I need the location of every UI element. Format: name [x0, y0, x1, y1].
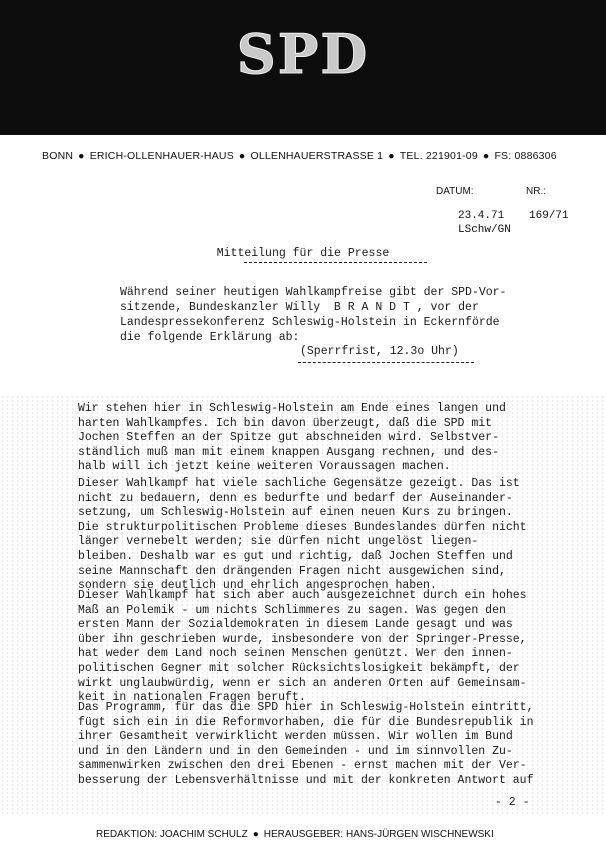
text-line: seine Mannschaft den drängenden Fragen nicht ausgewichen sind,	[78, 564, 506, 578]
footer-publisher: HERAUSGEBER: HANS-JÜRGEN WISCHNEWSKI	[263, 829, 494, 840]
document-initials: LSchw/GN	[458, 224, 511, 236]
intro-line: Landespressekonferenz Schleswig-Holstein in Eckernförde	[120, 316, 500, 329]
text-line: ihrer Gesamtheit verwirklicht werden müssen. Wir wollen im Bund	[78, 730, 513, 744]
bullet-icon: ●	[388, 150, 395, 162]
datum-label: DATUM:	[436, 186, 474, 197]
bullet-icon: ●	[482, 150, 490, 162]
paragraph-4	[78, 701, 538, 789]
intro-text	[120, 285, 520, 345]
text-line: sammenwirken zwischen den drei Ebenen - ernst machen mit der Ver-	[78, 759, 527, 773]
text-line: besserung der Lebensverhältnisse und mit der konkreten Antwort auf	[78, 773, 534, 787]
text-line: harten Wahlkampfes. Ich bin davon überzeugt, daß die SPD mit	[78, 416, 493, 430]
text-line: bleiben. Deshalb war es gut und richtig, daß Jochen Steffen und	[78, 549, 513, 563]
text-line: Die strukturpolitischen Probleme dieses Bundeslandes dürfen nicht	[78, 520, 527, 534]
footer-credits	[96, 829, 526, 840]
document-date: 23.4.71	[458, 210, 505, 222]
text-line: ersten Mann der Sozialdemokraten in diesem Lande gesagt und was	[78, 618, 513, 632]
nr-label: NR.:	[526, 186, 546, 197]
text-line: fügt sich ein in die Reformvorhaben, die für die Bundesrepublik in	[78, 715, 534, 729]
title-underline	[244, 262, 427, 263]
address-phone: TEL. 221901-09	[399, 150, 478, 162]
intro-line: die folgende Erklärung ab:	[120, 331, 300, 344]
text-line: Dieser Wahlkampf hat viele sachliche Gegensätze gezeigt. Das ist	[78, 477, 520, 490]
footer-editor: REDAKTION: JOACHIM SCHULZ	[96, 829, 248, 840]
intro-line: Während seiner heutigen Wahlkampfreise gibt der SPD-Vor-	[120, 286, 507, 299]
document-number: 169/71	[529, 210, 569, 222]
address-telex: FS: 0886306	[494, 150, 557, 162]
letterhead-band	[0, 0, 606, 135]
text-line: setzung, um Schleswig-Holstein auf einen neuen Kurs zu bringen.	[78, 506, 513, 520]
spd-logo: SPD	[236, 22, 370, 86]
bullet-icon: ●	[78, 150, 85, 162]
text-line: nicht zu bedauern, denn es bedurfte und bedarf der Auseinander-	[78, 491, 513, 505]
text-line: über ihn geschrieben wurde, insbesondere von der Springer-Presse,	[78, 632, 527, 646]
bullet-icon: ●	[238, 150, 246, 162]
text-line: Das Programm, für das die SPD hier in Schleswig-Holstein eintritt,	[78, 701, 534, 714]
letterhead-address	[42, 150, 572, 162]
address-city: BONN	[42, 150, 74, 162]
text-line: halb will ich jetzt keine weiteren Voraussagen machen.	[78, 460, 451, 474]
page-number: - 2 -	[495, 796, 530, 809]
text-line: Wir stehen hier in Schleswig-Holstein am Ende eines langen und	[78, 402, 506, 415]
text-line: Dieser Wahlkampf hat sich aber auch ausgezeichnet durch ein hohes	[78, 589, 527, 602]
address-building: ERICH-OLLENHAUER-HAUS	[89, 150, 234, 162]
text-line: Jochen Steffen an der Spitze gut abschneiden wird. Selbstver-	[78, 431, 499, 445]
text-line: keit in nationalen Fragen beruft.	[78, 691, 306, 705]
text-line: wirkt unglaubwürdig, wenn er sich an anderen Orten auf Gemeinsam-	[78, 676, 527, 690]
embargo-underline	[298, 362, 474, 363]
paragraph-3	[78, 589, 538, 706]
paragraph-1	[78, 402, 538, 475]
text-line: hat weder dem Land noch seinen Menschen genützt. Wer den innen-	[78, 647, 513, 661]
intro-line: sitzende, Bundeskanzler Willy B R A N D T , vor der	[120, 301, 479, 314]
address-street: OLLENHAUERSTRASSE 1	[250, 150, 384, 162]
text-line: politischen Gegner mit solcher Rücksichtslosigkeit bekämpft, der	[78, 661, 520, 675]
text-line: und in den Ländern und in den Gemeinden - und im sinnvollen Zu-	[78, 744, 513, 758]
paragraph-2	[78, 477, 538, 594]
text-line: länger vernebelt werden; sie dürfen nicht ungelöst liegen-	[78, 535, 479, 549]
embargo-note: (Sperrfrist, 12.3o Uhr)	[300, 345, 459, 358]
page-title: Mitteilung für die Presse	[216, 247, 390, 260]
bullet-icon: ●	[252, 829, 259, 840]
text-line: ständlich muß man mit einem knappen Ausgang rechnen, und des-	[78, 445, 499, 459]
text-line: Maß an Polemik - um nichts Schlimmeres zu sagen. Was gegen den	[78, 603, 506, 617]
text-line: sondern sie deutlich und ehrlich angesprochen haben.	[78, 579, 437, 593]
